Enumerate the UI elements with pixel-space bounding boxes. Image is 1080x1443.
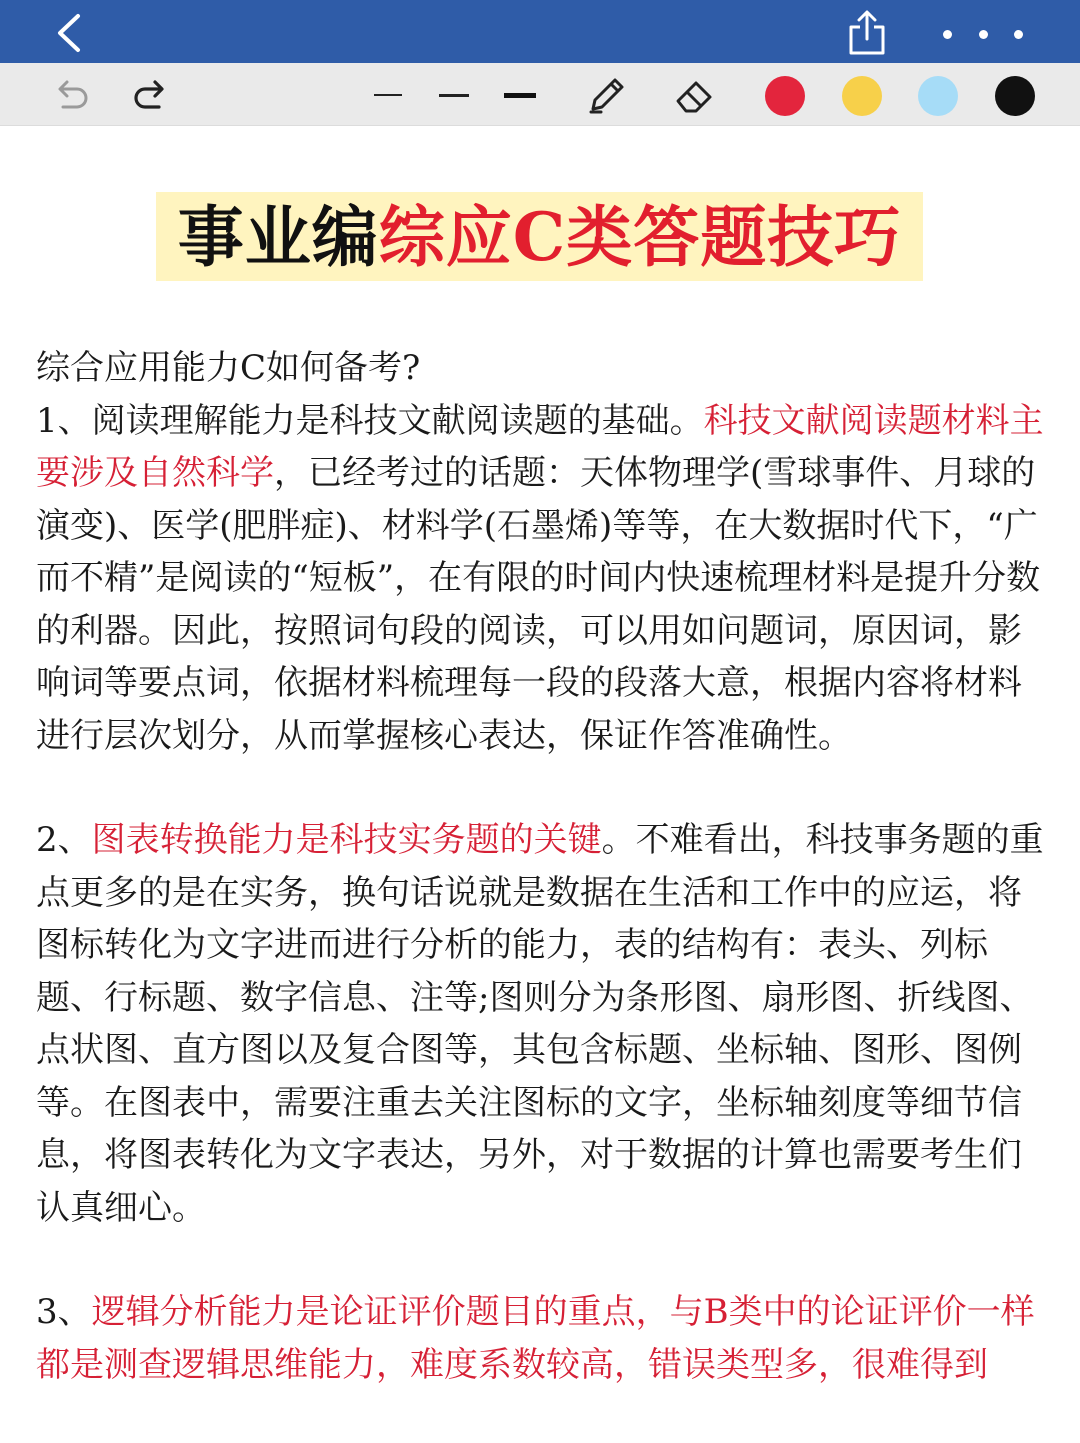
- undo-button[interactable]: [46, 69, 96, 121]
- p2-highlight: 图表转换能力是科技实务题的关键: [91, 820, 602, 860]
- top-app-bar: [0, 0, 1080, 63]
- page-title: [177, 197, 902, 276]
- annotation-toolbar: [0, 63, 1080, 126]
- pen-button[interactable]: [582, 69, 632, 121]
- undo-icon: [51, 75, 91, 115]
- p2-body: 。不难看出，科技事务题的重点更多的是在实务，换句话说就是数据在生活和工作中的应运，将图标转化为文字进而进行分析的能力，表的结构有：表头、列标题、行标题、数字信息、注等;图则分为条形图、扇形图、折线图、点状图、直方图以及复合图等，其包含标题、坐标轴、图形、图例等。在图表中，需要注重去关注图标的文字，坐标轴刻度等细节信息，将图表转化为文字表达，另外，对于数据的计算也需要考生们认真细心。: [36, 820, 1044, 1228]
- more-button[interactable]: [935, 12, 1031, 56]
- color-black-swatch[interactable]: [995, 76, 1035, 116]
- title-banner: [156, 192, 923, 281]
- stroke-thin-button[interactable]: [368, 69, 408, 121]
- p1-highlight: 科技文献阅读题材料主要涉及自然科学: [36, 400, 1044, 493]
- pen-icon: [585, 73, 629, 117]
- intro-line: 综合应用能力C如何备考?: [36, 348, 421, 388]
- share-button[interactable]: [842, 8, 892, 58]
- more-dots-icon: [1014, 30, 1023, 39]
- chevron-left-icon: [54, 13, 84, 53]
- p3-highlight: 逻辑分析能力是论证评价题目的重点，与B类中的论证评价一样都是测查逻辑思维能力，难度系数较高，错误类型多，很难得到: [36, 1292, 1035, 1385]
- paragraph-3: [36, 1286, 1046, 1391]
- paragraph-gap: [36, 762, 1046, 814]
- more-dots-icon: [979, 30, 988, 39]
- stroke-medium-button[interactable]: [432, 69, 476, 121]
- paragraph-gap: [36, 1234, 1046, 1286]
- redo-icon: [131, 75, 171, 115]
- p1-body: ，已经考过的话题：天体物理学(雪球事件、月球的演变)、医学(肥胖症)、材料学(石墨烯)等等，在大数据时代下，“广而不精”是阅读的“短板”，在有限的时间内快速梳理材料是提升分数的利器。因此，按照词句段的阅读，可以用如问题词，原因词，影响词等要点词，依据材料梳理每一段的段落大意，根据内容将材料进行层次划分，从而掌握核心表达，保证作答准确性。: [36, 453, 1041, 756]
- title-part-red: 综应C类答题技巧: [378, 197, 902, 276]
- line-thin-icon: [374, 94, 402, 96]
- p2-lead: 2、: [36, 820, 92, 860]
- p3-lead: 3、: [36, 1292, 92, 1332]
- line-medium-icon: [439, 94, 469, 97]
- redo-button[interactable]: [126, 69, 176, 121]
- paragraph-2: [36, 814, 1046, 1234]
- more-dots-icon: [943, 30, 952, 39]
- p1-lead: 1、阅读理解能力是科技文献阅读题的基础。: [36, 400, 704, 441]
- title-part-black: 事业编: [177, 197, 379, 276]
- eraser-button[interactable]: [668, 69, 722, 121]
- line-thick-icon: [504, 93, 536, 98]
- share-icon: [847, 10, 887, 56]
- article-body: [36, 342, 1046, 1391]
- color-blue-swatch[interactable]: [918, 76, 958, 116]
- paragraph-1: [36, 395, 1046, 763]
- eraser-icon: [672, 73, 718, 117]
- color-red-swatch[interactable]: [765, 76, 805, 116]
- back-button[interactable]: [44, 8, 94, 58]
- stroke-thick-button[interactable]: [498, 69, 542, 121]
- color-yellow-swatch[interactable]: [842, 76, 882, 116]
